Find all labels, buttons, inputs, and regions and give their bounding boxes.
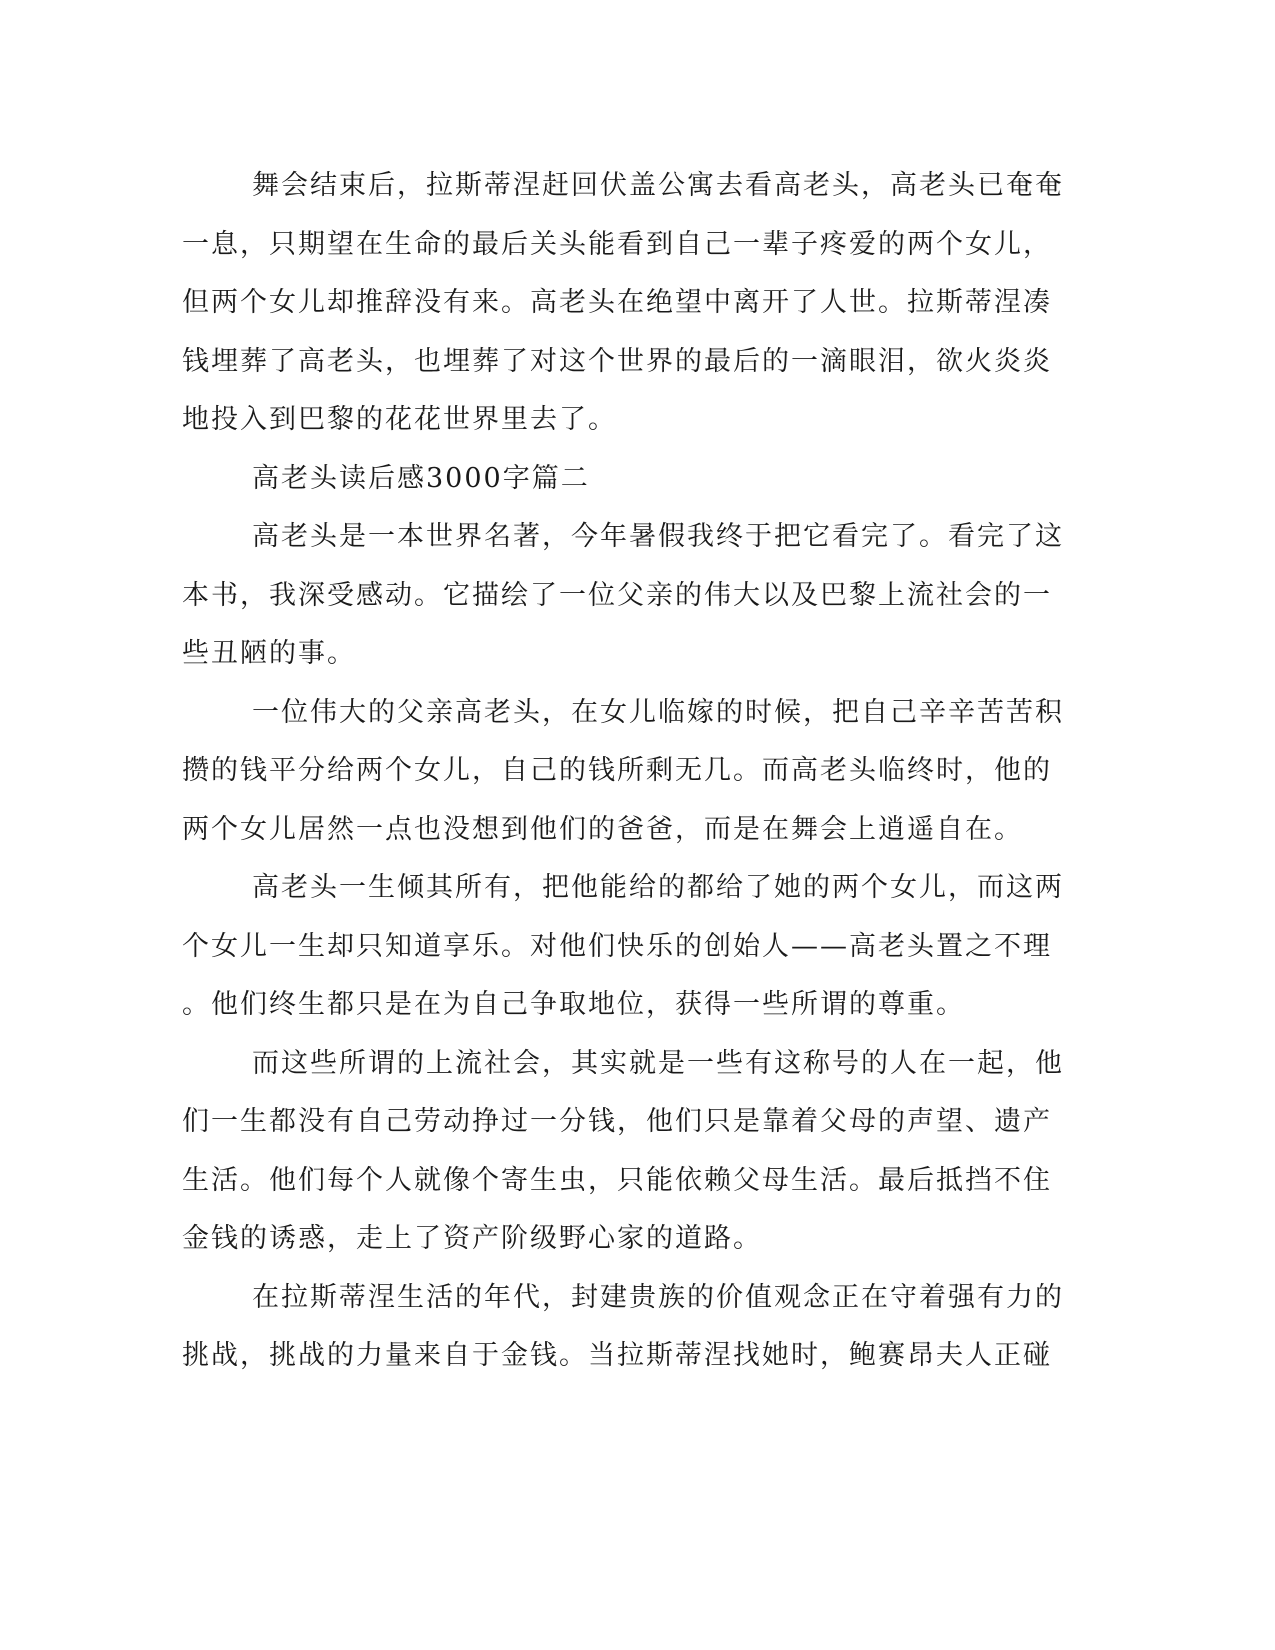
paragraph-1 [182,157,1064,450]
text-line: 舞会结束后，拉斯蒂涅赶回伏盖公寓去看高老头，高老头已奄奄 [252,170,1064,201]
section-heading [182,450,1030,509]
text-line: 个女儿一生却只知道享乐。对他们快乐的创始人——高老头置之不理 [182,930,1052,962]
paragraph-2 [182,508,1064,684]
text-line: 一位伟大的父亲高老头，在女儿临嫁的时候，把自己辛辛苦苦积 [252,696,1064,728]
document-body [182,157,1064,1386]
text-line: 金钱的诱惑，走上了资产阶级野心家的道路。 [182,1223,762,1254]
paragraph-5 [182,1035,1064,1269]
text-line: 高老头一生倾其所有，把他能给的都给了她的两个女儿，而这两 [252,872,1064,903]
text-line: 地投入到巴黎的花花世界里去了。 [182,404,617,435]
text-line: 钱埋葬了高老头，也埋葬了对这个世界的最后的一滴眼泪，欲火炎炎 [182,345,1052,377]
text-line: 而这些所谓的上流社会，其实就是一些有这称号的人在一起，他 [252,1047,1064,1079]
text-line: 但两个女儿却推辞没有来。高老头在绝望中离开了人世。拉斯蒂涅凑 [182,287,1052,318]
text-line: 高老头是一本世界名著，今年暑假我终于把它看完了。看完了这 [252,521,1064,552]
text-line: 一息，只期望在生命的最后关头能看到自己一辈子疼爱的两个女儿， [182,228,1052,260]
heading-text: 高老头读后感3000字篇二 [252,462,590,494]
text-line: 。他们终生都只是在为自己争取地位，获得一些所谓的尊重。 [182,989,965,1020]
text-line: 挑战，挑战的力量来自于金钱。当拉斯蒂涅找她时，鲍赛昂夫人正碰 [182,1340,1052,1371]
text-line: 们一生都没有自己劳动挣过一分钱，他们只是靠着父母的声望、遗产 [182,1106,1052,1137]
text-line: 攒的钱平分给两个女儿，自己的钱所剩无几。而高老头临终时，他的 [182,755,1052,786]
paragraph-4 [182,859,1064,1035]
text-line: 些丑陋的事。 [182,638,356,669]
text-line: 生活。他们每个人就像个寄生虫，只能依赖父母生活。最后抵挡不住 [182,1164,1052,1196]
text-line: 两个女儿居然一点也没想到他们的爸爸，而是在舞会上逍遥自在。 [182,813,1023,845]
paragraph-3 [182,684,1064,860]
paragraph-6 [182,1269,1064,1386]
text-line: 在拉斯蒂涅生活的年代，封建贵族的价值观念正在守着强有力的 [252,1281,1064,1313]
text-line: 本书，我深受感动。它描绘了一位父亲的伟大以及巴黎上流社会的一 [182,579,1052,611]
